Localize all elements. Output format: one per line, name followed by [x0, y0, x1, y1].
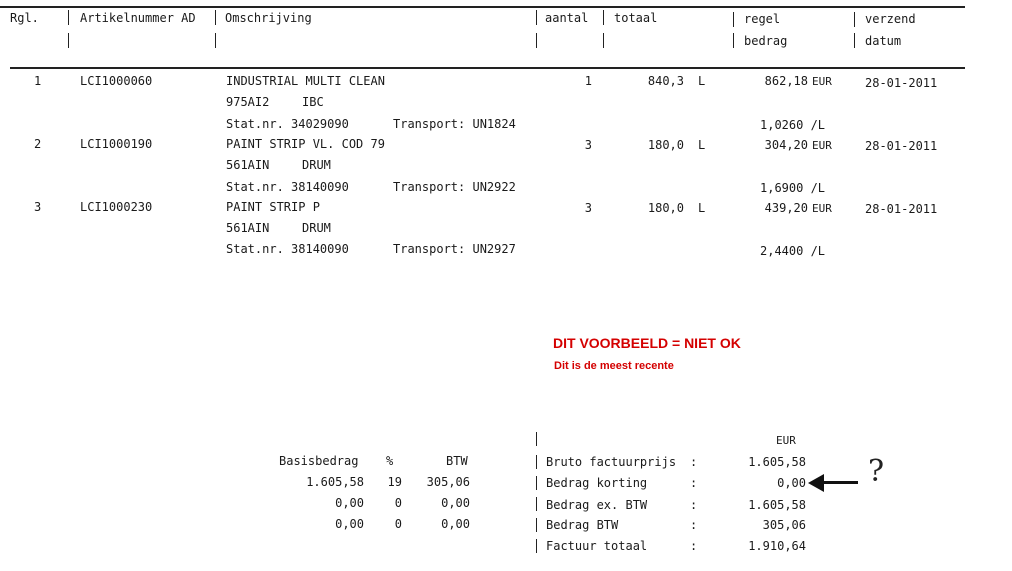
row-verpakking: IBC	[302, 95, 324, 109]
header-aantal: aantal	[545, 11, 589, 25]
row-stat: Stat.nr. 34029090	[226, 117, 349, 131]
totals-separator	[536, 497, 537, 511]
col-sep	[215, 10, 216, 25]
btw-row-pct: 0	[394, 517, 402, 531]
btw-header-btw: BTW	[446, 454, 468, 468]
header-bottom-rule	[10, 67, 965, 69]
col-sep	[733, 33, 734, 48]
row-artikel: LCI1000230	[80, 200, 153, 214]
totals-value: 1.605,58	[748, 498, 806, 512]
totals-label: Bedrag korting	[546, 476, 648, 490]
header-top-rule	[0, 6, 965, 8]
btw-row-pct: 0	[394, 496, 402, 510]
btw-row-basis: 0,00	[335, 517, 364, 531]
totals-value: 1.605,58	[748, 455, 806, 469]
col-sep	[536, 10, 537, 25]
btw-row-btw: 0,00	[441, 517, 470, 531]
row-aantal: 1	[584, 74, 592, 88]
col-sep	[603, 33, 604, 48]
row-aantal: 3	[584, 201, 592, 215]
row-prijs: 1,0260 /L	[760, 118, 826, 132]
totals-currency: EUR	[776, 434, 796, 447]
btw-row-basis: 1.605,58	[306, 475, 364, 489]
totals-separator	[536, 455, 537, 469]
row-datum: 28-01-2011	[865, 139, 938, 153]
row-datum: 28-01-2011	[865, 76, 938, 90]
row-stat: Stat.nr. 38140090	[226, 242, 349, 256]
row-bedrag: 304,20	[764, 138, 808, 152]
header-rgl: Rgl.	[10, 11, 39, 25]
row-totaal: 840,3	[647, 74, 684, 88]
col-sep	[68, 33, 69, 48]
totals-value: 0,00	[777, 476, 806, 490]
row-nr: 3	[34, 200, 42, 214]
btw-row-pct: 19	[387, 475, 402, 489]
totals-label: Bruto factuurprijs	[546, 455, 677, 469]
row-eenheid: L	[698, 74, 706, 88]
col-sep	[733, 12, 734, 27]
totals-value: 305,06	[762, 518, 806, 532]
row-datum: 28-01-2011	[865, 202, 938, 216]
row-bedrag: 439,20	[764, 201, 808, 215]
row-omschrijving: INDUSTRIAL MULTI CLEAN	[226, 74, 385, 88]
row-artikel: LCI1000060	[80, 74, 153, 88]
totals-label: Factuur totaal	[546, 539, 648, 553]
row-valuta: EUR	[812, 75, 832, 88]
row-eenheid: L	[698, 201, 706, 215]
totals-sep: :	[690, 518, 698, 532]
row-valuta: EUR	[812, 202, 832, 215]
totals-separator	[536, 432, 537, 446]
header-datum: datum	[865, 34, 902, 48]
header-bedrag: bedrag	[744, 34, 788, 48]
totals-separator	[536, 476, 537, 490]
btw-row-btw: 0,00	[441, 496, 470, 510]
row-totaal: 180,0	[647, 138, 684, 152]
row-verpakking-code: 975AI2	[226, 95, 270, 109]
row-valuta: EUR	[812, 139, 832, 152]
totals-separator	[536, 539, 537, 553]
col-sep	[215, 33, 216, 48]
row-omschrijving: PAINT STRIP VL. COD 79	[226, 137, 385, 151]
btw-header-pct: %	[386, 454, 394, 468]
btw-header-basis: Basisbedrag	[279, 454, 359, 468]
row-nr: 1	[34, 74, 42, 88]
row-verpakking-code: 561AIN	[226, 221, 270, 235]
header-regel: regel	[744, 12, 781, 26]
header-verzend: verzend	[865, 12, 916, 26]
row-transport: Transport: UN1824	[393, 117, 516, 131]
row-transport: Transport: UN2922	[393, 180, 516, 194]
totals-label: Bedrag BTW	[546, 518, 619, 532]
row-bedrag: 862,18	[764, 74, 808, 88]
row-omschrijving: PAINT STRIP P	[226, 200, 320, 214]
col-sep	[854, 33, 855, 48]
row-stat: Stat.nr. 38140090	[226, 180, 349, 194]
arrow-left-icon	[808, 472, 860, 494]
col-sep	[603, 10, 604, 25]
totals-sep: :	[690, 476, 698, 490]
col-sep	[854, 12, 855, 27]
btw-row-basis: 0,00	[335, 496, 364, 510]
totals-sep: :	[690, 539, 698, 553]
row-verpakking-code: 561AIN	[226, 158, 270, 172]
header-omschrijving: Omschrijving	[225, 11, 312, 25]
row-prijs: 1,6900 /L	[760, 181, 826, 195]
row-aantal: 3	[584, 138, 592, 152]
totals-sep: :	[690, 498, 698, 512]
row-verpakking: DRUM	[302, 221, 331, 235]
row-totaal: 180,0	[647, 201, 684, 215]
col-sep	[536, 33, 537, 48]
header-artikelnummer: Artikelnummer AD	[80, 11, 196, 25]
note-subtitle: Dit is de meest recente	[554, 360, 674, 372]
header-totaal: totaal	[614, 11, 658, 25]
row-eenheid: L	[698, 138, 706, 152]
totals-sep: :	[690, 455, 698, 469]
row-prijs: 2,4400 /L	[760, 244, 826, 258]
row-transport: Transport: UN2927	[393, 242, 516, 256]
totals-separator	[536, 518, 537, 532]
question-mark: ?	[868, 454, 885, 489]
totals-label: Bedrag ex. BTW	[546, 498, 648, 512]
btw-row-btw: 305,06	[426, 475, 470, 489]
col-sep	[68, 10, 69, 25]
row-verpakking: DRUM	[302, 158, 331, 172]
row-artikel: LCI1000190	[80, 137, 153, 151]
row-nr: 2	[34, 137, 42, 151]
totals-value: 1.910,64	[748, 539, 806, 553]
note-title: DIT VOORBEELD = NIET OK	[553, 335, 741, 351]
